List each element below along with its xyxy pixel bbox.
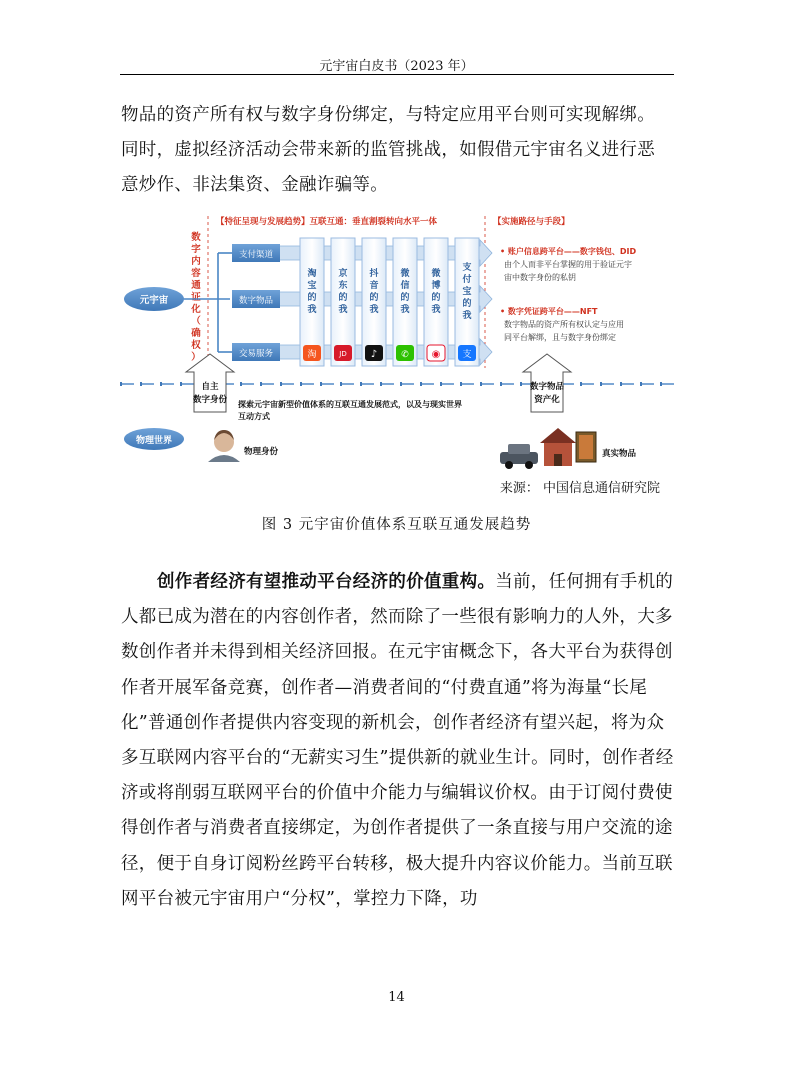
pillar-char: 京 [338, 269, 348, 279]
vertical-char: ） [191, 352, 201, 363]
bullet-2-title: • 数字凭证跨平台——NFT [500, 307, 598, 316]
person-avatar [208, 430, 240, 462]
running-header: 元宇宙白皮书（2023 年） [319, 59, 474, 74]
platform-jd [331, 238, 355, 366]
vertical-char: 化 [191, 304, 201, 315]
house-roof [540, 428, 576, 443]
vertical-char: 内 [191, 256, 201, 267]
pillar-char: 我 [338, 305, 348, 315]
vertical-label [190, 231, 201, 363]
bullet-2-line: 同平台解绑，且与数字身份绑定 [504, 333, 616, 342]
car-cabin [508, 444, 530, 454]
vertical-char: 证 [191, 292, 201, 303]
platform-douyin [362, 238, 386, 366]
pillar-char: 我 [400, 305, 410, 315]
pillar-char: 我 [307, 305, 317, 315]
weibo-icon-glyph: ◉ [431, 349, 441, 360]
paragraph-2-text: 当前，任何拥有手机的人都已成为潜在的内容创作者，然而除了一些很有影响力的人外，大多数创作者并未得到相关经济回报。在元宇宙概念下，各大平台为获得创作者开展军备竞赛，创作者—消费者间的“付费直通”将为海量“长尾化”普通创作者提供内容变现的新机会，创作者经济有望兴起，将为众多互联网内容平台的“无薪实习生”提供新的就业生计。同时，创作者经济或将削弱互联网平台的价值中介能力与编辑议价权。由于订阅付费使得创作者与消费者直接绑定，为创作者提供了一条直接与用户交流的途径，便于自身订阅粉丝跨平台转移，极大提升内容议价能力。当前互联网平台被元宇宙用户“分权”，掌控力下降，功 [121, 572, 674, 909]
header-rule [120, 74, 674, 75]
car-picture [500, 444, 538, 469]
physical-identity-label: 物理身份 [244, 447, 279, 457]
taobao-icon-glyph: 淘 [307, 350, 317, 360]
douyin-icon-glyph: ♪ [370, 349, 378, 360]
bullet-1-line: 由个人而非平台掌握的用于验证元宇 [504, 260, 632, 269]
wechat-icon-glyph: ✆ [401, 350, 409, 360]
figure-source: 来源： 中国信息通信研究院 [499, 481, 660, 496]
metaverse-label: 元宇宙 [139, 295, 169, 306]
row-label: 数字物品 [238, 296, 274, 306]
row-label: 交易服务 [238, 349, 274, 359]
platform-alipay [455, 238, 479, 366]
vertical-char: 权 [191, 340, 201, 351]
paragraph-1-line: 意炒作、非法集资、金融诈骗等。 [121, 175, 388, 196]
row-label: 支付渠道 [238, 250, 274, 260]
physical-world-label: 物理世界 [135, 436, 173, 446]
platform-wechat [393, 238, 417, 366]
paragraph-2-lead: 创作者经济有望推动平台经济的价值重构。 [157, 572, 496, 592]
pillar-char: 的 [369, 293, 379, 303]
paragraph-1 [121, 98, 674, 204]
paragraph-1-line: 同时，虚拟经济活动会带来新的监管挑战，如假借元宇宙名义进行恶 [121, 140, 655, 161]
vertical-char: 通 [191, 280, 201, 291]
pillar-char: 音 [369, 281, 379, 291]
pillar-char: 的 [462, 299, 472, 309]
pillar-char: 的 [431, 293, 441, 303]
painting-picture [576, 432, 596, 462]
pillar-char: 付 [462, 275, 472, 285]
pillar-char: 宝 [307, 281, 317, 291]
platform-weibo [424, 238, 448, 366]
pillar-char: 抖 [369, 269, 379, 279]
interconnection-figure [120, 210, 680, 496]
pillar-char: 微 [431, 269, 441, 279]
pillar-char: 信 [400, 281, 410, 291]
bullet-1-line: 宙中数字身份的私钥 [504, 273, 576, 282]
row-boxes [218, 244, 280, 361]
bullet-1-title: • 账户信息跨平台——数字钱包、DID [500, 247, 637, 256]
vertical-char: 数 [191, 232, 201, 243]
real-goods-label: 真实物品 [602, 449, 637, 459]
painting-canvas [579, 435, 593, 459]
paragraph-2 [121, 565, 674, 917]
platform-taobao [300, 238, 324, 366]
pillar-char: 我 [369, 305, 379, 315]
avatar-shirt [208, 455, 240, 462]
car-wheel [505, 461, 513, 469]
pillar-char: 的 [307, 293, 317, 303]
asset-label: 资产化 [534, 395, 560, 405]
figure-caption: 图 3 元宇宙价值体系互联互通发展趋势 [261, 517, 532, 533]
pillar-char: 东 [338, 281, 348, 291]
paragraph-1-line: 物品的资产所有权与数字身份绑定，与特定应用平台则可实现解绑。 [121, 105, 655, 125]
asset-label: 数字物品 [529, 382, 565, 392]
jd-icon-glyph: JD [339, 350, 347, 358]
car-wheel [525, 461, 533, 469]
pillar-char: 微 [400, 269, 410, 279]
pillar-char: 宝 [462, 287, 472, 297]
vertical-char: 字 [191, 244, 201, 255]
page-number: 14 [388, 990, 405, 1005]
vertical-char: 容 [191, 268, 201, 279]
explore-text: 互动方式 [238, 412, 270, 421]
path-heading: 【实施路径与手段】 [493, 217, 570, 227]
pillar-char: 博 [431, 281, 441, 291]
pillar-char: 我 [431, 305, 441, 315]
house-door [554, 454, 562, 466]
self-identity-label: 自主 [201, 382, 219, 392]
bullet-2-line: 数字物品的资产所有权认定与应用 [504, 320, 624, 329]
pillar-char: 的 [400, 293, 410, 303]
explore-text: 探索元宇宙新型价值体系的互联互通发展范式，以及与现实世界 [238, 400, 462, 409]
implementation-bullets [500, 246, 637, 343]
pillar-char: 支 [462, 263, 472, 273]
pillar-char: 我 [462, 311, 472, 321]
alipay-icon-glyph: 支 [462, 350, 472, 360]
house-picture [540, 428, 576, 466]
self-identity-label: 数字身份 [192, 395, 228, 405]
pillar-char: 的 [338, 293, 348, 303]
vertical-char: 确 [191, 328, 201, 339]
trend-heading: 【特征呈现与发展趋势】互联互通：垂直割裂转向水平一体 [216, 217, 438, 227]
pillar-char: 淘 [307, 269, 317, 279]
vertical-char: （ [191, 316, 201, 327]
